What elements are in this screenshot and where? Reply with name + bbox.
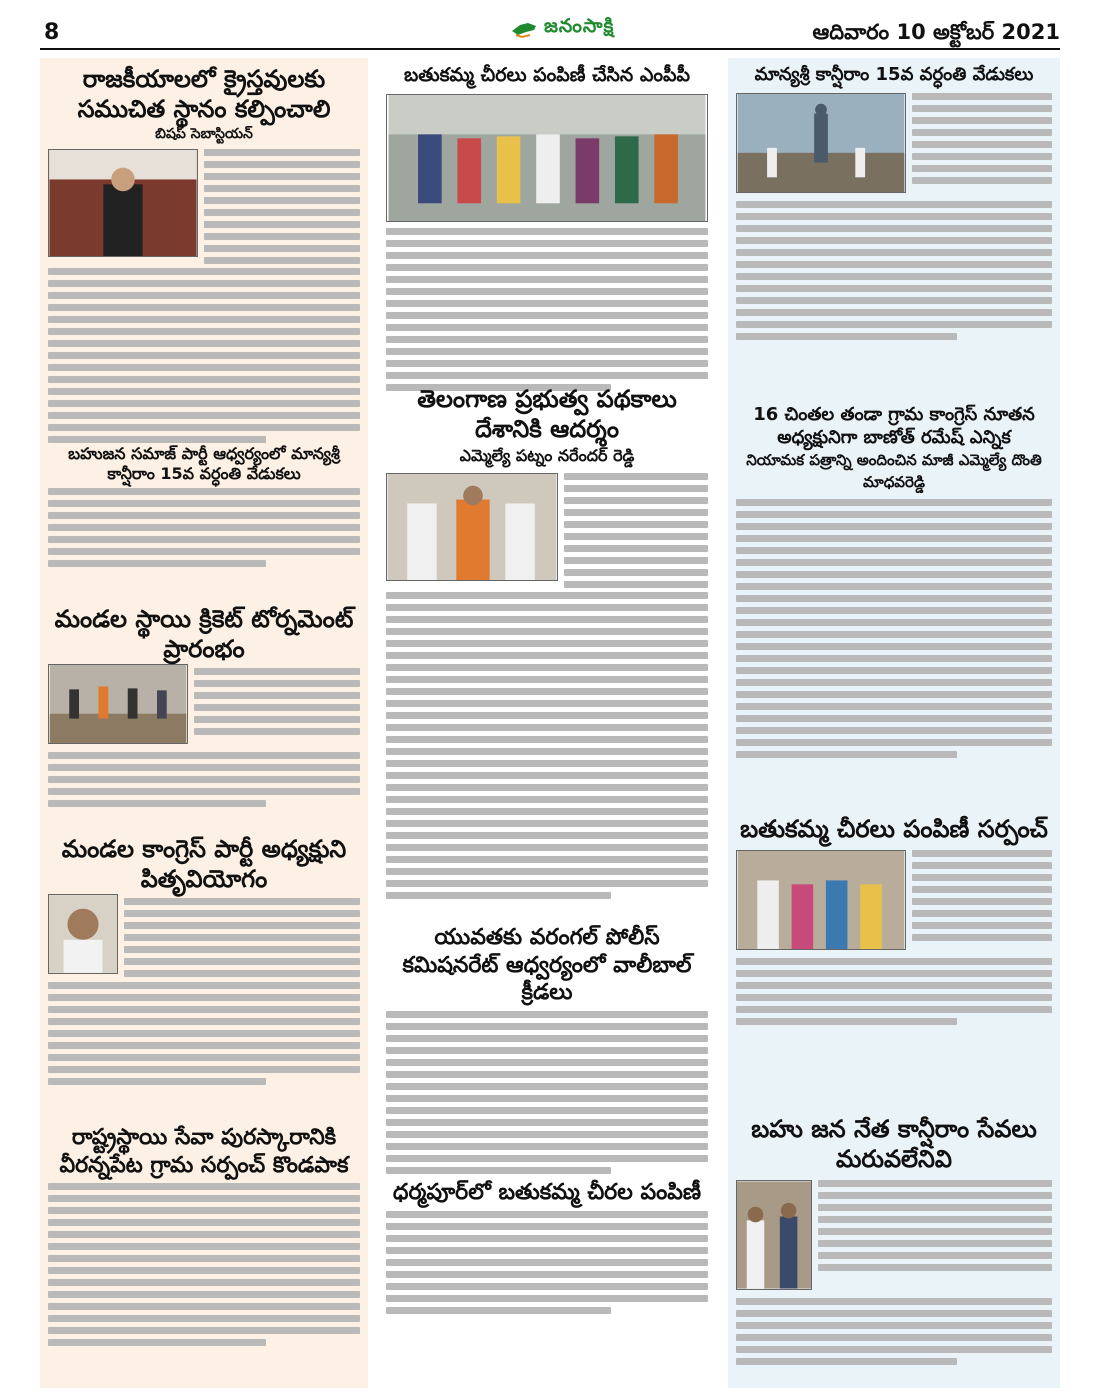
article-photo — [736, 850, 906, 950]
article-body — [818, 1180, 1052, 1271]
article-body — [124, 898, 360, 977]
article-body — [736, 499, 1052, 758]
article-subhead: బిషప్ సెబాస్టియన్ — [155, 126, 253, 142]
article-cricket — [40, 598, 368, 828]
article-photo — [48, 149, 198, 257]
article-body-cont — [736, 958, 1052, 1025]
article-congress-father — [40, 828, 368, 1118]
article-photo — [386, 473, 558, 581]
article-subhead: నియామక పత్రాన్ని అందించిన మాజీ ఎమ్మెల్యే దొంతి మాధవరెడ్డి — [746, 451, 1042, 491]
article-dharmapur-sarees — [378, 1173, 716, 1373]
article-seva-award — [40, 1118, 368, 1378]
article-headline: బతుకమ్మ చీరలు పంపిణీ సర్పంచ్ — [740, 815, 1048, 843]
article-photo — [736, 1180, 812, 1290]
article-body-cont — [48, 268, 360, 443]
paper-name: జనంసాక్షి — [544, 14, 615, 37]
paper-logo — [510, 14, 680, 42]
issue-date: ఆదివారం 10 అక్టోబర్ 2021 — [812, 20, 1060, 44]
article-body-cont — [48, 752, 360, 807]
article-body — [386, 1011, 708, 1174]
article-headline: మాన్యశ్రీ కాన్షీరాం 15వ వర్ధంతి వేడుకలు — [754, 64, 1034, 85]
article-mpp-sarees — [378, 58, 716, 378]
article-body-cont — [48, 982, 360, 1085]
article-headline: యువతకు వరంగల్ పోలీస్ కమిషనరేట్ ఆధ్వర్యంలో వాలీబాల్ క్రీడలు — [402, 925, 692, 1005]
article-body-cont — [386, 592, 708, 899]
article-headline: రాజకీయాలలో క్రైస్తవులకు సముచిత స్థానం కల్పించాలి — [77, 65, 331, 123]
page-number: 8 — [44, 20, 60, 45]
middle-column — [378, 58, 716, 1388]
article-subhead: ఎమ్మెల్యే పట్నం నరేందర్ రెడ్డి — [459, 446, 635, 465]
article-photo — [48, 664, 188, 744]
article-sarpanch-sarees — [728, 808, 1060, 1108]
article-photo — [386, 94, 708, 222]
article-bahujan-leader — [728, 1108, 1060, 1388]
article-headline: 16 చింతల తండా గ్రామ కాంగ్రెస్ నూతన అధ్యక్షునిగా బాణోత్ రమేష్ ఎన్నిక — [753, 404, 1035, 448]
article-body-cont — [736, 1298, 1052, 1365]
article-headline: బతుకమ్మ చీరలు పంపిణీ చేసిన ఎంపీపీ — [403, 64, 691, 86]
article-body-cont — [736, 201, 1052, 340]
article-headline: రాష్ట్రస్థాయి సేవా పురస్కారానికి వీరన్నపేట గ్రామ సర్పంచ్ కొండపాక — [59, 1125, 349, 1178]
article-kanshiram-shankarpalli — [728, 58, 1060, 398]
article-headline: మండల స్థాయి క్రికెట్ టోర్నమెంట్ ప్రారంభం — [54, 605, 354, 663]
article-body — [912, 93, 1052, 184]
article-body — [48, 488, 360, 567]
article-bishop — [40, 58, 368, 438]
article-body — [194, 668, 360, 735]
article-body — [386, 228, 708, 391]
article-body — [204, 149, 360, 264]
article-body — [48, 1183, 360, 1346]
article-telangana-schemes — [378, 378, 716, 918]
article-headline: మండల కాంగ్రెస్ పార్టీ అధ్యక్షుని పితృవియోగం — [61, 835, 347, 893]
hand-logo-icon — [510, 17, 538, 39]
masthead — [40, 10, 1060, 50]
right-column — [728, 58, 1060, 1388]
article-body — [386, 1211, 708, 1314]
article-chintala-thanda — [728, 398, 1060, 808]
article-photo — [736, 93, 906, 193]
article-headline: బహుజన సమాజ్ పార్టీ ఆధ్వర్యంలో మాన్యశ్రీ కాన్షీరాం 15వ వర్ధంతి వేడుకలు — [68, 444, 340, 483]
article-volleyball — [378, 918, 716, 1173]
article-bsp-kanshiram — [40, 438, 368, 598]
article-headline: బహు జన నేత కాన్షీరాం సేవలు మరువలేనివి — [751, 1115, 1037, 1173]
article-body — [564, 473, 708, 588]
article-headline: తెలంగాణ ప్రభుత్వ పథకాలు దేశానికి ఆదర్శం — [417, 385, 677, 443]
article-headline: ధర్మపూర్‌లో బతుకమ్మ చీరల పంపిణీ — [392, 1180, 702, 1205]
article-body — [912, 850, 1052, 941]
left-column — [40, 58, 368, 1388]
article-photo — [48, 894, 118, 974]
